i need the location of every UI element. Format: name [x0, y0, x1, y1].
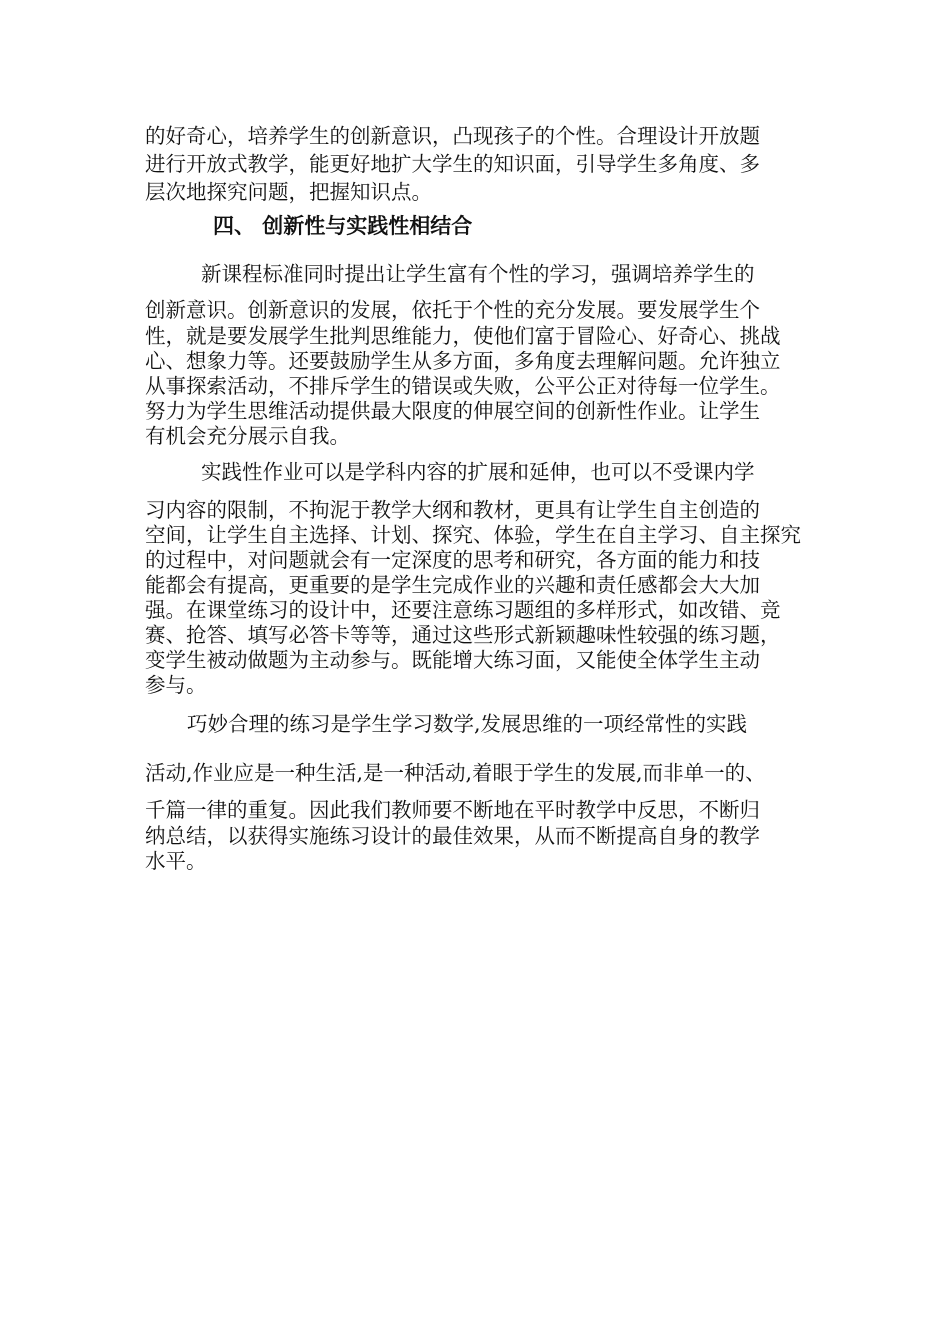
paragraph-2-line: 参与。 [145, 673, 207, 697]
paragraph-1-line: 努力为学生思维活动提供最大限度的伸展空间的创新性作业。让学生 [145, 399, 760, 423]
paragraph-1-line: 性，就是要发展学生批判思维能力，使他们富于冒险心、好奇心、挑战 [145, 324, 781, 348]
paragraph-1-line: 从事探索活动，不排斥学生的错误或失败，公平公正对待每一位学生。 [145, 374, 781, 398]
paragraph-2-line: 实践性作业可以是学科内容的扩展和延伸，也可以不受课内学 [201, 460, 755, 484]
paragraph-2-line: 能都会有提高，更重要的是学生完成作业的兴趣和责任感都会大大加 [145, 573, 760, 597]
paragraph-1-line: 心、想象力等。还要鼓励学生从多方面，多角度去理解问题。允许独立 [145, 349, 781, 373]
paragraph-3-line: 水平。 [145, 849, 207, 873]
paragraph-2-line: 变学生被动做题为主动参与。既能增大练习面，又能使全体学生主动 [145, 648, 760, 672]
intro-line: 层次地探究问题，把握知识点。 [145, 180, 432, 204]
paragraph-1-line: 新课程标准同时提出让学生富有个性的学习，强调培养学生的 [201, 262, 755, 286]
paragraph-2-line: 赛、抢答、填写必答卡等等，通过这些形式新颖趣味性较强的练习题， [145, 623, 781, 647]
paragraph-1-line: 有机会充分展示自我。 [145, 424, 350, 448]
paragraph-2-line: 习内容的限制，不拘泥于教学大纲和教材，更具有让学生自主创造的 [145, 498, 760, 522]
paragraph-2-line: 的过程中，对问题就会有一定深度的思考和研究，各方面的能力和技 [145, 548, 760, 572]
paragraph-3-line: 活动,作业应是一种生活,是一种活动,着眼于学生的发展,而非单一的、 [145, 761, 766, 785]
intro-line: 进行开放式教学，能更好地扩大学生的知识面，引导学生多角度、多 [145, 152, 760, 176]
paragraph-1-line: 创新意识。创新意识的发展，依托于个性的充分发展。要发展学生个 [145, 298, 760, 322]
intro-line: 的好奇心，培养学生的创新意识，凸现孩子的个性。合理设计开放题 [145, 124, 760, 148]
paragraph-3-line: 千篇一律的重复。因此我们教师要不断地在平时教学中反思，不断归 [145, 798, 760, 822]
paragraph-2-line: 空间，让学生自主选择、计划、探究、体验，学生在自主学习、自主探究 [145, 523, 801, 547]
paragraph-3-line: 巧妙合理的练习是学生学习数学,发展思维的一项经常性的实践 [187, 712, 748, 736]
section-heading: 四、 创新性与实践性相结合 [213, 213, 473, 238]
paragraph-2-line: 强。在课堂练习的设计中，还要注意练习题组的多样形式，如改错、竞 [145, 598, 781, 622]
paragraph-3-line: 纳总结，以获得实施练习设计的最佳效果，从而不断提高自身的教学 [145, 824, 760, 848]
